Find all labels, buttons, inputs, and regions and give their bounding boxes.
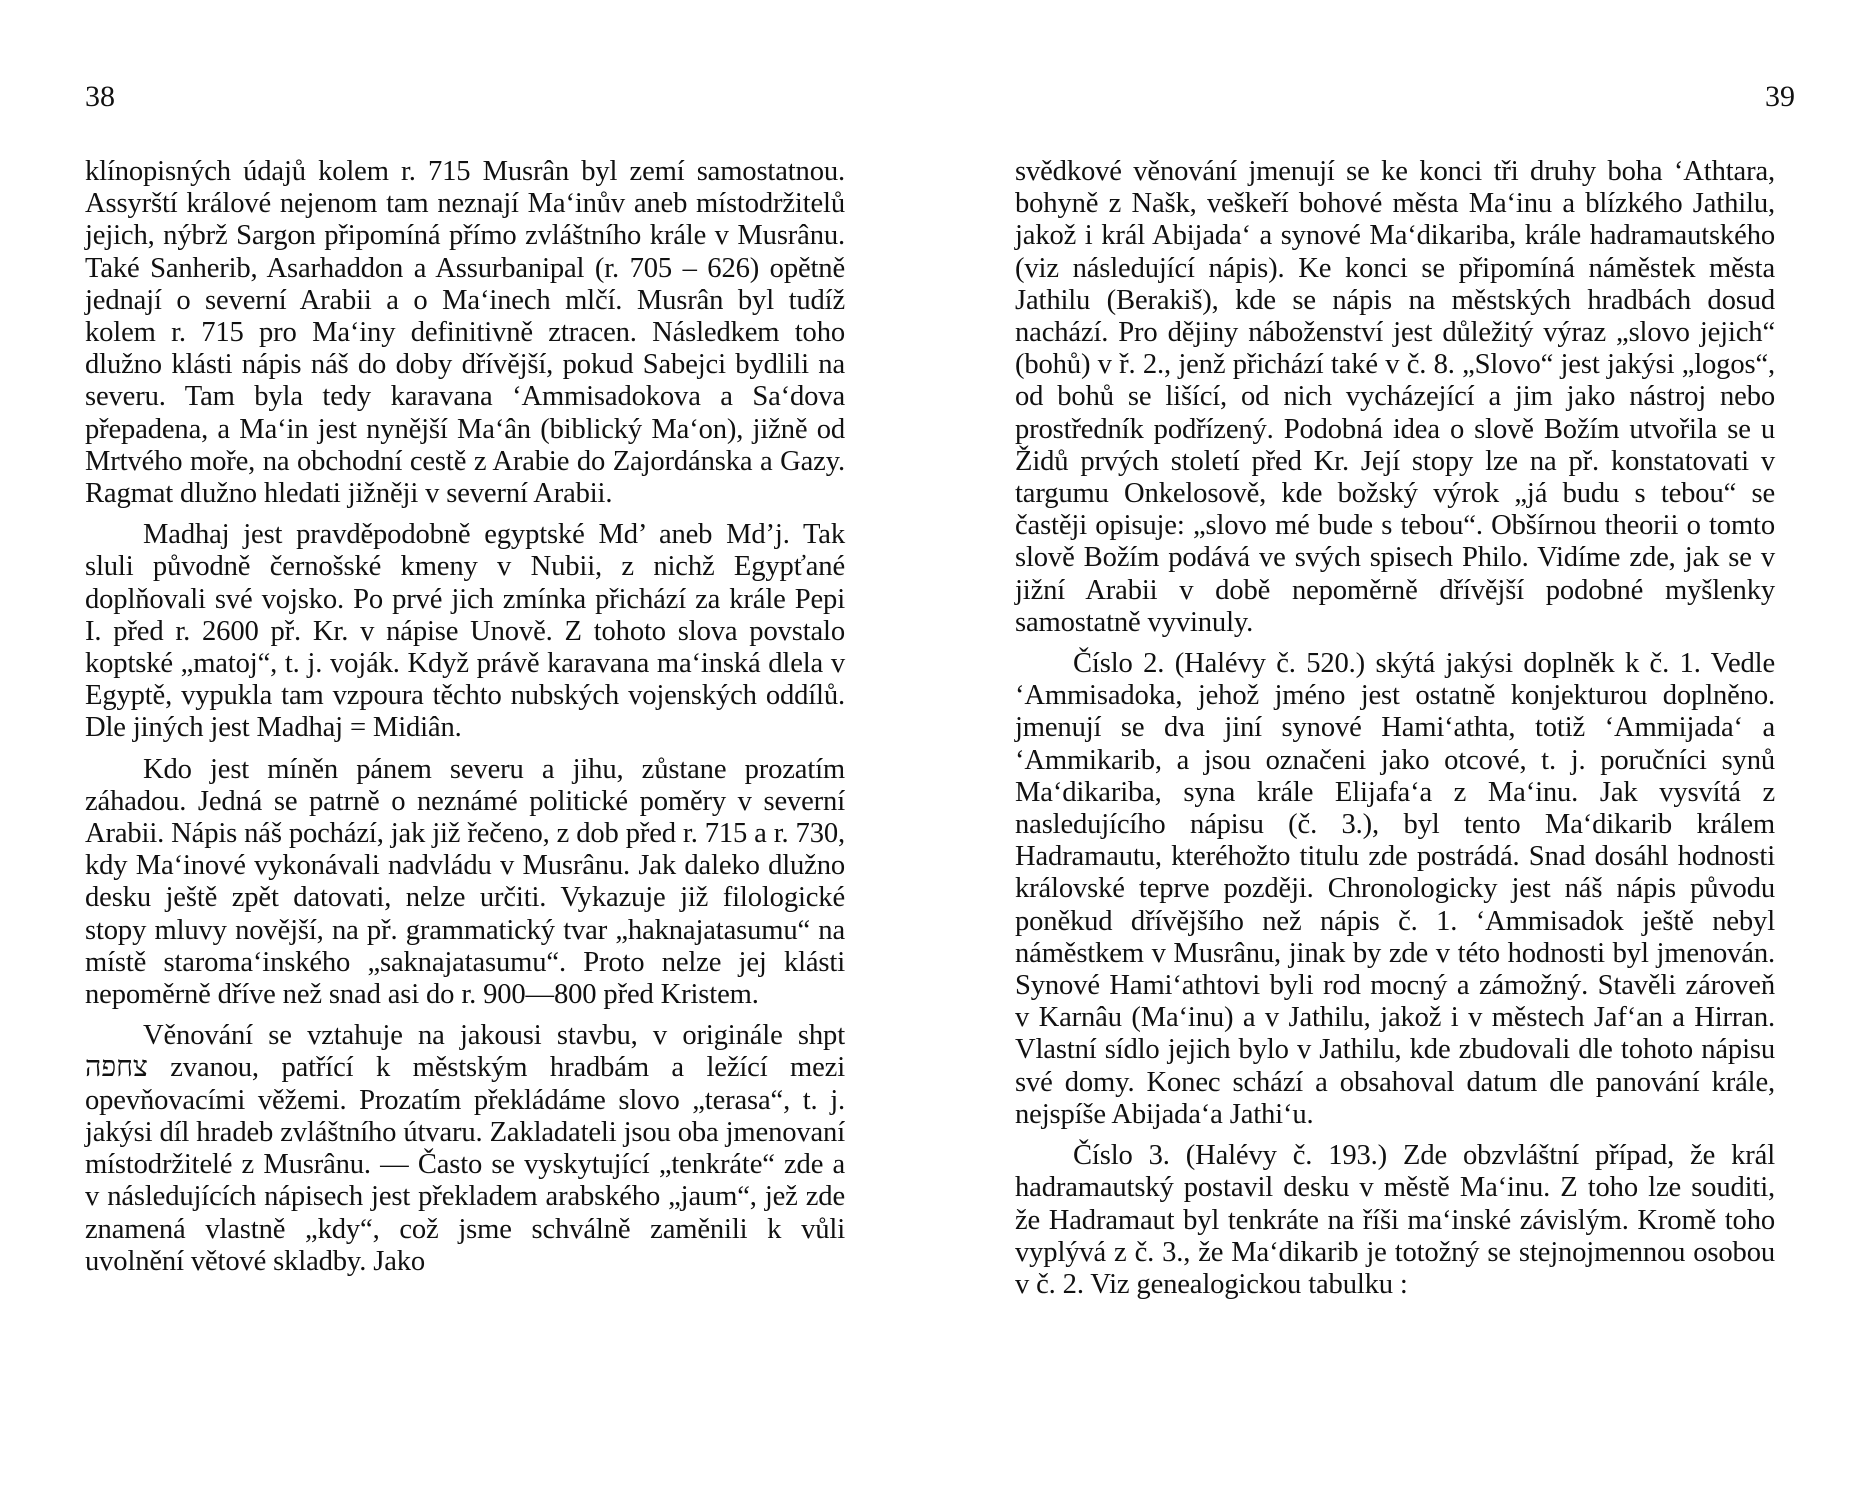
- paragraph: svědkové věnování jmenují se ke konci tři druhy boha ‘Athtara, bohyně z Našk, veškeří bohové města Ma‘inu a blízkého Jathilu, jakož i král Abijada‘ a synové Ma‘dikariba, krále hadramautského (viz následující nápis). Ke konci se připomíná náměstek města Jathilu (Berakiš), kde se nápis na městských hradbách dosud nachází. Pro dějiny náboženství jest důležitý výraz „slovo jejich“ (bohů) v ř. 2., jenž přichází také v č. 8. „Slovo“ jest jakýsi „logos“, od bohů se lišící, od nich vycházející a jim jako nástroj nebo prostředník podřízený. Podobná idea o slově Božím utvořila se u Židů prvých století před Kr. Její stopy lze na př. konstatovati v targumu Onkelosově, kde božský výrok „já budu s tebou“ se častěji opisuje: „slovo mé bude s tebou“. Obšírnou theorii o tomto slově Božím podává ve svých spisech Philo. Vidíme zde, jak se v jižní Arabii v době nepoměrně dřívější podobné myšlenky samostatně vyvinuly.: [1015, 156, 1775, 638]
- left-page: [85, 0, 845, 1500]
- left-page-text: [85, 156, 845, 1278]
- paragraph: Kdo jest míněn pánem severu a jihu, zůstane prozatím záhadou. Jedná se patrně o neznámé politické poměry v severní Arabii. Nápis náš pochází, jak již řečeno, z dob před r. 715 a r. 730, kdy Ma‘inové vykonávali nadvládu v Musrânu. Jak daleko dlužno desku ještě zpět datovati, nelze určiti. Vykazuje již filologické stopy mluvy novější, na př. grammatický tvar „haknajatasumu“ na místě staroma‘inského „saknajatasumu“. Proto nelze jej klásti nepoměrně dříve než snad asi do r. 900—800 před Kristem.: [85, 753, 845, 1011]
- paragraph: Číslo 3. (Halévy č. 193.) Zde obzvláštní případ, že král hadramautský postavil desku v městě Ma‘inu. Z toho lze souditi, že Hadramaut byl tenkráte na říši ma‘inské závislým. Kromě toho vyplývá z č. 3., že Ma‘dikarib je totožný se stejnojmennou osobou v č. 2. Viz genealogickou tabulku :: [1015, 1140, 1775, 1300]
- paragraph: klínopisných údajů kolem r. 715 Musrân byl zemí samostatnou. Assyrští králové nejenom tam neznají Ma‘inův aneb místodržitelů jejich, nýbrž Sargon připomíná přímo zvláštního krále v Musrânu. Také Sanherib, Asarhaddon a Assurbanipal (r. 705 – 626) opětně jednají o severní Arabii a o Ma‘inech mlčí. Musrân byl tudíž kolem r. 715 pro Ma‘iny definitivně ztracen. Následkem toho dlužno klásti nápis náš do doby dřívější, pokud Sabejci bydlili na severu. Tam byla tedy karavana ‘Ammisadokova a Sa‘dova přepadena, a Ma‘in jest nynější Ma‘ân (biblický Ma‘on), jižně od Mrtvého moře, na obchodní cestě z Arabie do Zajordánska a Gazy. Ragmat dlužno hledati jižněji v severní Arabii.: [85, 156, 845, 510]
- paragraph: Madhaj jest pravděpodobně egyptské Md’ aneb Md’j. Tak sluli původně černošské kmeny v Nubii, z nichž Egypťané doplňovali své vojsko. Po prvé jich zmínka přichází za krále Pepi I. před r. 2600 př. Kr. v nápise Unově. Z tohoto slova povstalo koptské „matoj“, t. j. voják. Když právě karavana ma‘inská dlela v Egyptě, vypukla tam vzpoura těchto nubských vojenských oddílů. Dle jiných jest Madhaj = Midiân.: [85, 519, 845, 744]
- right-page-text: [1015, 156, 1775, 1301]
- right-page: [1015, 0, 1795, 1500]
- paragraph: Číslo 2. (Halévy č. 520.) skýtá jakýsi doplněk k č. 1. Vedle ‘Ammisadoka, jehož jméno jest ostatně konjekturou doplněno. jmenují se dva jiní synové Hami‘athta, totiž ‘Ammijada‘ a ‘Ammikarib, a jsou označeni jako otcové, t. j. poručníci synů Ma‘dikariba, syna krále Elijafa‘a z Ma‘inu. Jak vysvítá z nasledujícího nápisu (č. 3.), byl tento Ma‘dikarib králem Hadramautu, kteréhožto titulu zde postrádá. Snad dosáhl hodnosti královské teprve později. Chronologicky jest náš nápis původu poněkud dřívějšího než nápis č. 1. ‘Ammisadok ještě nebyl náměstkem v Musrânu, jinak by zde v této hodnosti byl jmenován. Synové Hami‘athtovi byli rod mocný a zámožný. Stavěli zároveň v Karnâu (Ma‘inu) a v Jathilu, jakož i v městech Jaf‘an a Hirran. Vlastní sídlo jejich bylo v Jathilu, kde zbudovali dle tohoto nápisu své domy. Konec schází a obsahoval datum dle panování krále, nejspíše Abijada‘a Jathi‘u.: [1015, 648, 1775, 1130]
- page-number-right: 39: [1765, 80, 1795, 113]
- paragraph: Věnování se vztahuje na jakousi stavbu, v originále shpt צחפה zvanou, patřící k městským hradbám a ležící mezi opevňovacími věžemi. Prozatím překládáme slovo „terasa“, t. j. jakýsi díl hradeb zvláštního útvaru. Zakladateli jsou oba jmenovaní místodržitelé z Musrânu. — Často se vyskytující „tenkráte“ zde a v následujících nápisech jest překladem arabského „jaum“, jež zde znamená vlastně „kdy“, což jsme schválně zaměnili k vůli uvolnění větové skladby. Jako: [85, 1020, 845, 1277]
- page-number-left: 38: [85, 80, 115, 113]
